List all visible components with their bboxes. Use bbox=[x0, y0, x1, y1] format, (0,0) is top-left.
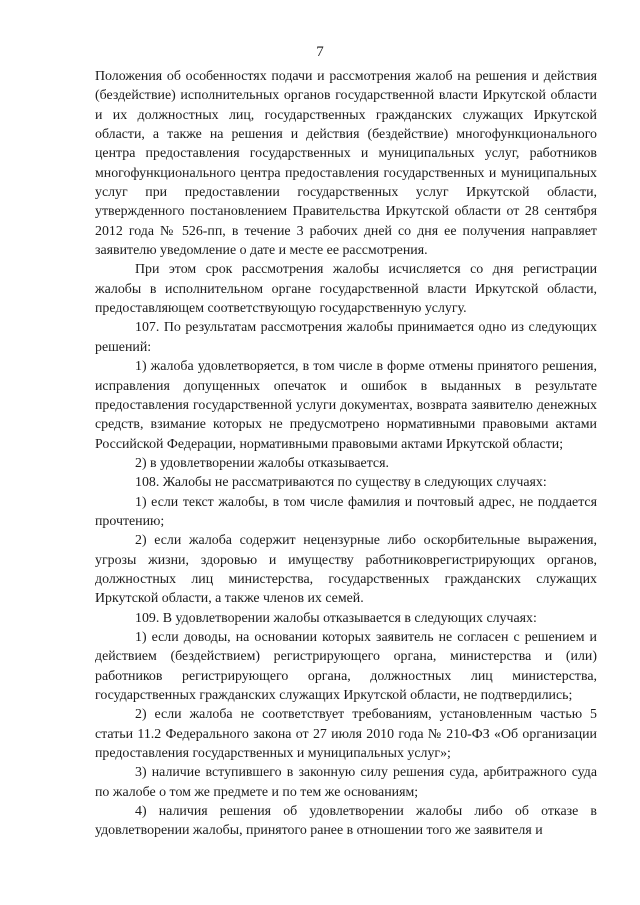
paragraph-107-item-2: 2) в удовлетворении жалобы отказывается. bbox=[135, 455, 389, 471]
paragraph-109-heading: 109. В удовлетворении жалобы отказывается в следующих случаях: bbox=[135, 610, 537, 626]
paragraph-continuation: Положения об особенностях подачи и рассмотрения жалоб на решения и действия (бездействие) исполнительных органов государственной власти Иркутской области и их должностных лиц, государственных гражданских служащих Иркутской области, а также на решения и действия (бездействие) многофункционального центра предоставления государственных и муниципальных услуг, работников многофункционального центра предоставления государственных и муниципальных услуг при предоставлении государственных услуг Иркутской области, утвержденного постановлением Правительства Иркутской области от 28 сентября 2012 года № 526-пп, в течение 3 рабочих дней со дня ее получения направляет заявителю уведомление о дате и месте ее рассмотрения. bbox=[95, 69, 597, 259]
paragraph-107-item-1: 1) жалоба удовлетворяется, в том числе в форме отмены принятого решения, исправления допущенных опечаток и ошибок в выданных в результате предоставления государственной услуги документах, возврата заявителю денежных средств, взимание которых не предусмотрено нормативными правовыми актами Российской Федерации, нормативными правовыми актами Иркутской области; bbox=[95, 359, 597, 452]
paragraph-109-item-2: 2) если жалоба не соответствует требованиям, установленным частью 5 статьи 11.2 Федерального закона от 27 июля 2010 года № 210-ФЗ «Об организации предоставления государственных и муниципальных услуг»; bbox=[95, 707, 597, 762]
paragraph-109-item-1: 1) если доводы, на основании которых заявитель не согласен с решением и действием (бездействием) регистрирующего органа, министерства и (или) работников регистрирующего органа, должностных лиц министерства, государственных гражданских служащих Иркутской области, не подтвердились; bbox=[95, 629, 597, 703]
paragraph-review-period: При этом срок рассмотрения жалобы исчисляется со дня регистрации жалобы в исполнительном органе государственной власти Иркутской области, предоставляющем соответствующую государственную услугу. bbox=[95, 262, 597, 317]
paragraph-109-item-3: 3) наличие вступившего в законную силу решения суда, арбитражного суда по жалобе о том же предмете и по тем же основаниям; bbox=[95, 765, 597, 800]
paragraph-108-heading: 108. Жалобы не рассматриваются по существу в следующих случаях: bbox=[135, 475, 547, 491]
paragraph-108-item-1: 1) если текст жалобы, в том числе фамилия и почтовый адрес, не поддается прочтению; bbox=[95, 494, 597, 529]
page-number: 7 bbox=[316, 44, 324, 60]
paragraph-109-item-4: 4) наличия решения об удовлетворении жалобы либо об отказе в удовлетворении жалобы, принятого ранее в отношении того же заявителя и bbox=[95, 804, 597, 839]
paragraph-107-heading: 107. По результатам рассмотрения жалобы принимается одно из следующих решений: bbox=[95, 320, 597, 355]
paragraph-108-item-2: 2) если жалоба содержит нецензурные либо оскорбительные выражения, угрозы жизни, здоровью и имуществу работниковрегистрирующих органов, должностных лиц министерства, государственных гражданских служащих Иркутской области, а также членов их семей. bbox=[95, 533, 597, 607]
document-body bbox=[95, 67, 597, 841]
